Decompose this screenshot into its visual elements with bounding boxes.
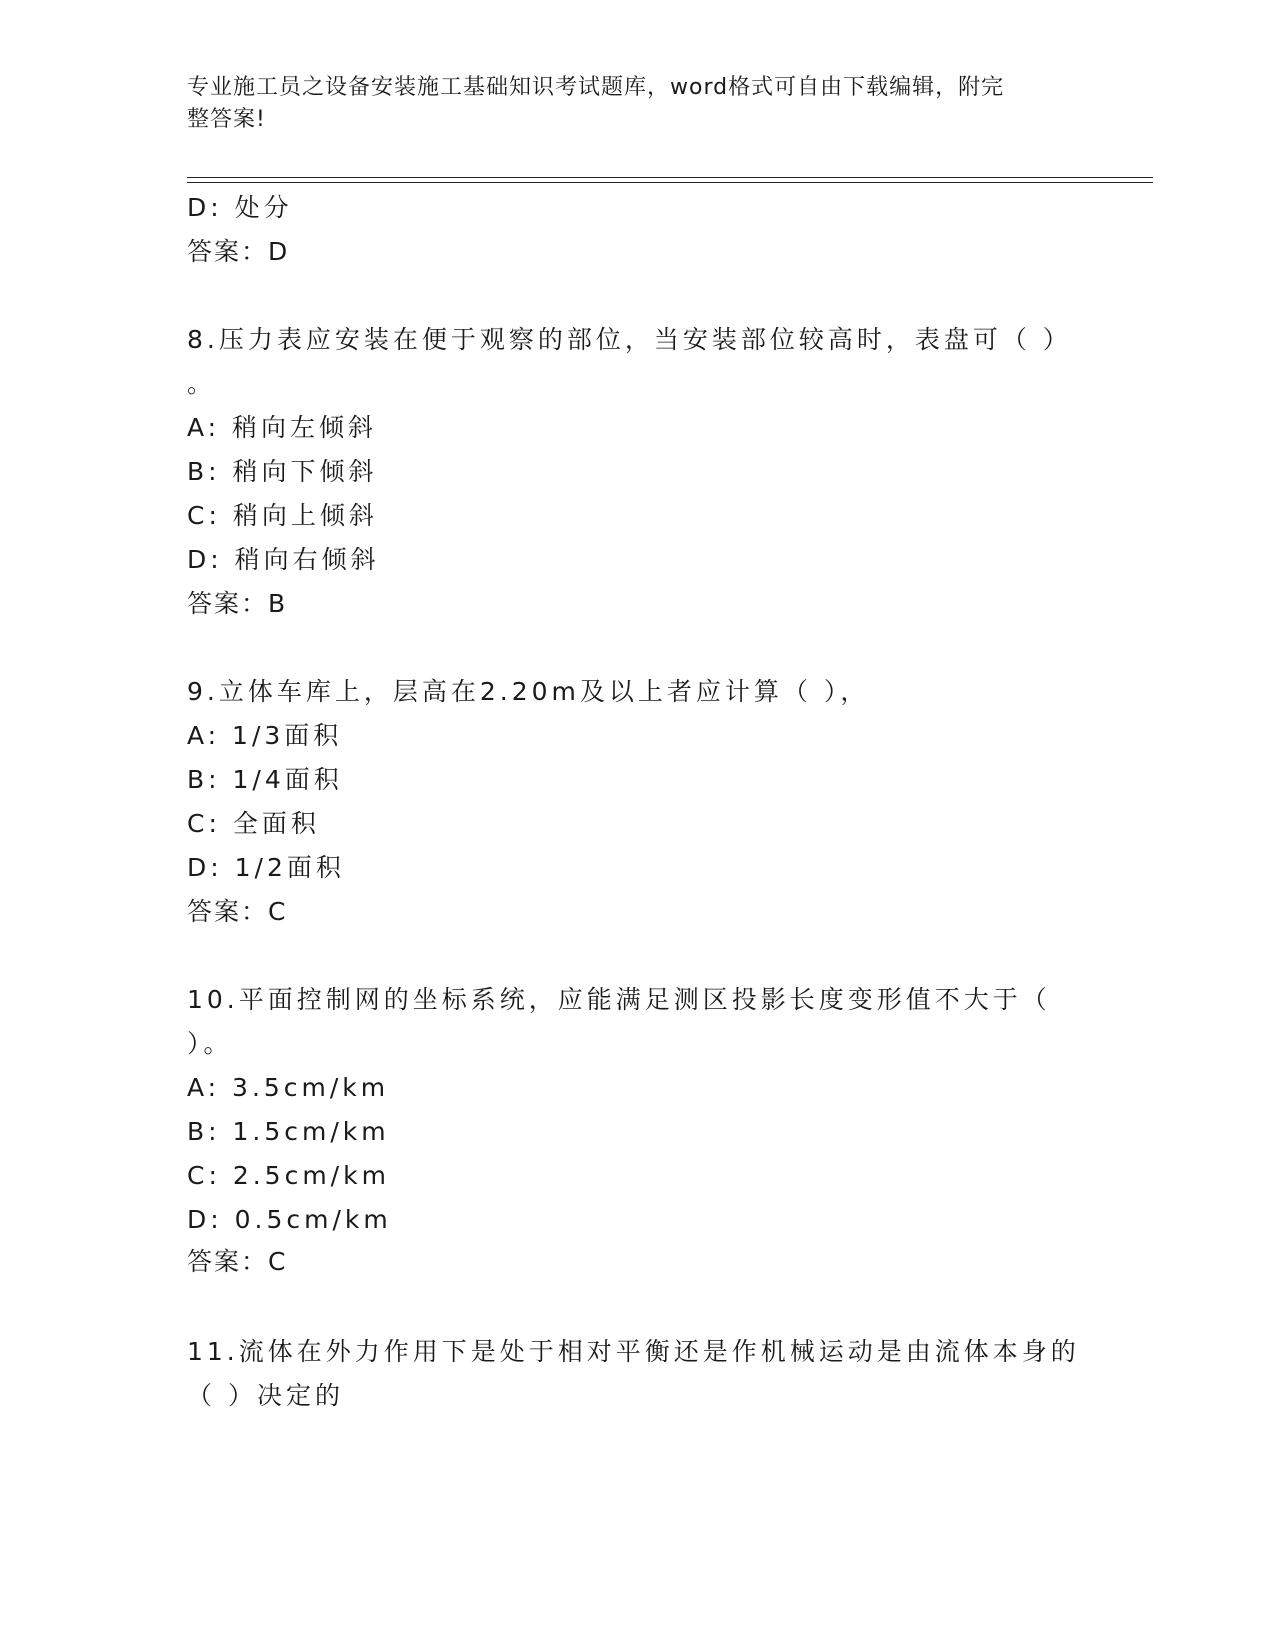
- q9-stem-line-1: 9.立体车库上，层高在2.20m及以上者应计算（ ），: [187, 677, 870, 706]
- q8-stem-line-1: 8.压力表应安装在便于观察的部位，当安装部位较高时，表盘可（ ）: [187, 325, 1072, 354]
- header-divider-bottom: [187, 182, 1153, 183]
- header-line-1: 专业施工员之设备安装施工基础知识考试题库，word格式可自由下载编辑，附完: [187, 75, 1005, 100]
- q11-stem-line-2: （ ）决定的: [187, 1381, 344, 1410]
- q10-option-c: C: 2.5cm/km: [187, 1161, 390, 1190]
- q10-option-d: D: 0.5cm/km: [187, 1205, 392, 1234]
- header-line-2: 整答案!: [187, 107, 266, 132]
- q8-option-c: C: 稍向上倾斜: [187, 501, 378, 530]
- prev-answer: 答案：D: [187, 237, 290, 266]
- q9-option-d: D: 1/2面积: [187, 853, 345, 882]
- q10-stem-line-1: 10.平面控制网的坐标系统，应能满足测区投影长度变形值不大于（: [187, 985, 1051, 1014]
- q10-answer: 答案：C: [187, 1247, 288, 1276]
- q8-option-a: A: 稍向左倾斜: [187, 413, 378, 442]
- q9-option-b: B: 1/4面积: [187, 765, 343, 794]
- q9-option-c: C: 全面积: [187, 809, 320, 838]
- header-divider-top: [187, 177, 1153, 178]
- q8-option-d: D: 稍向右倾斜: [187, 545, 380, 574]
- prev-option-d: D: 处分: [187, 193, 293, 222]
- document-header: [187, 72, 1067, 136]
- q10-option-b: B: 1.5cm/km: [187, 1117, 390, 1146]
- q8-answer: 答案：B: [187, 589, 288, 618]
- q9-option-a: A: 1/3面积: [187, 721, 343, 750]
- q9-answer: 答案：C: [187, 897, 288, 926]
- q8-stem-line-2: 。: [187, 369, 217, 398]
- q10-stem-line-2: ）。: [187, 1029, 233, 1058]
- q10-option-a: A: 3.5cm/km: [187, 1073, 390, 1102]
- q8-option-b: B: 稍向下倾斜: [187, 457, 378, 486]
- q11-stem-line-1: 11.流体在外力作用下是处于相对平衡还是作机械运动是由流体本身的: [187, 1337, 1080, 1366]
